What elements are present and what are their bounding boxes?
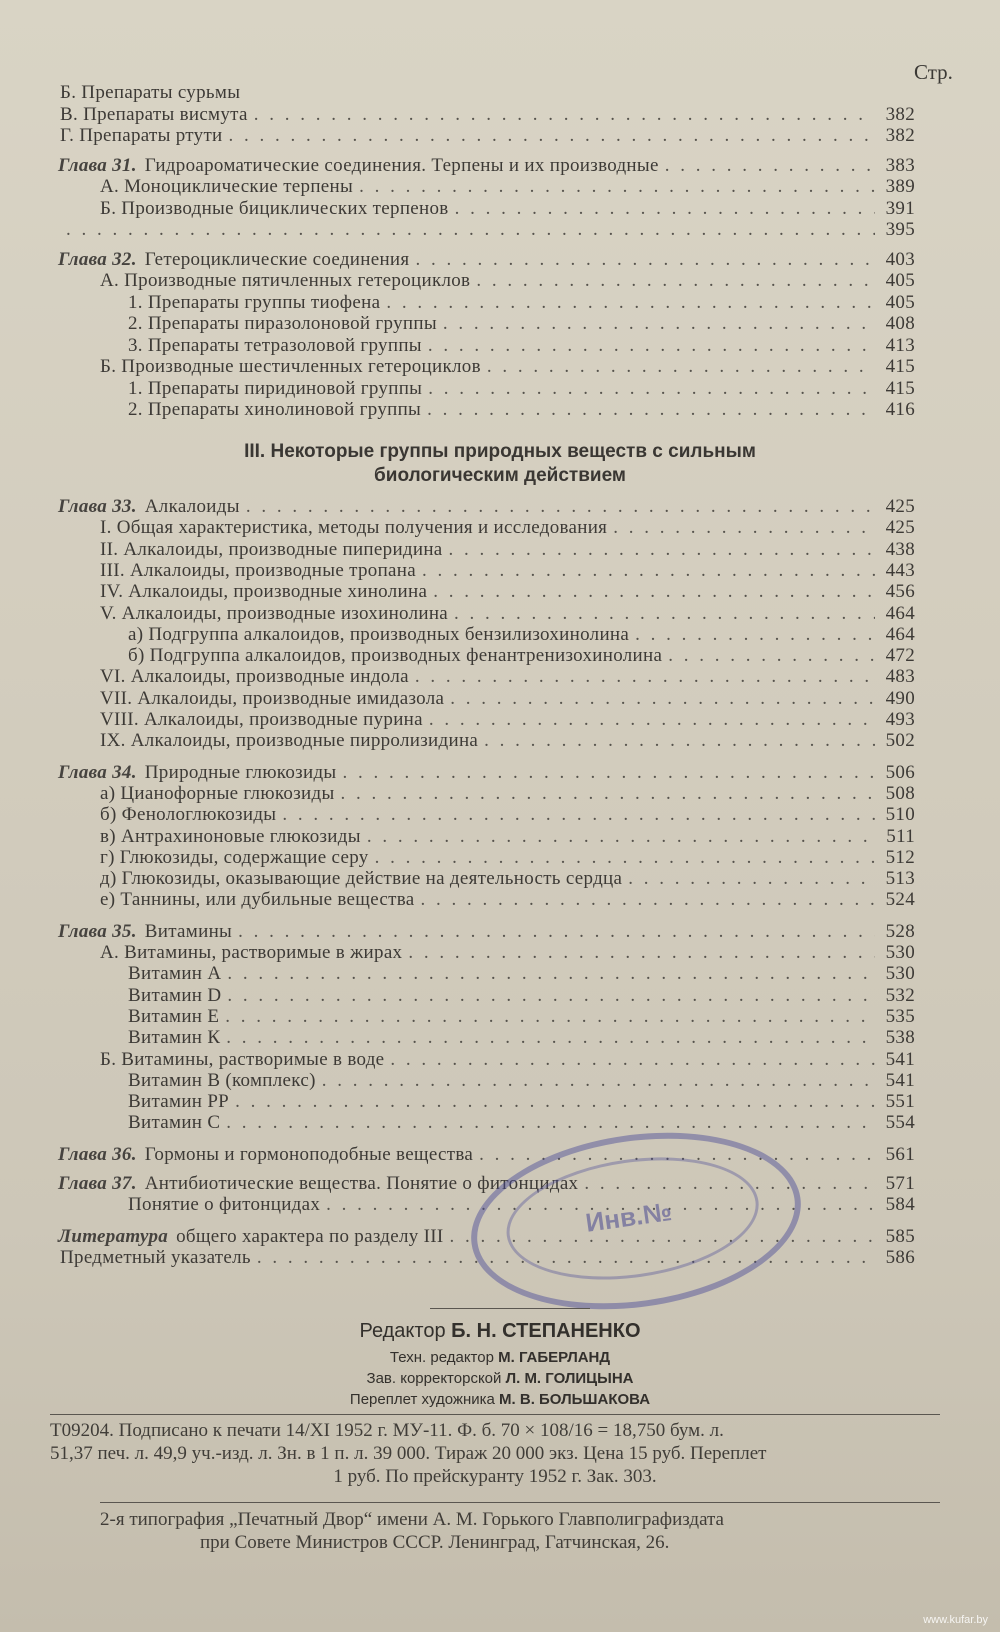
- toc-row: [100, 847, 915, 869]
- section-title-line1: III. Некоторые группы природных веществ с сильным: [244, 441, 756, 462]
- toc-entry-title: Витамин К: [128, 1027, 221, 1049]
- toc-row: [128, 1006, 915, 1028]
- toc-dot-leader: [476, 270, 875, 292]
- toc-entry-title: б) Подгруппа алкалоидов, производных фенантренизохинолина: [128, 645, 663, 667]
- toc-page-number: 415: [885, 356, 915, 377]
- toc-page-number: 584: [885, 1194, 915, 1216]
- toc-entry-title: 1. Препараты пиридиновой группы: [128, 377, 423, 399]
- toc-entry-title: Витамин D: [128, 984, 222, 1006]
- toc-row: [128, 378, 915, 400]
- toc-row: [100, 539, 915, 561]
- tech-editor-name: М. ГАБЕРЛАНД: [498, 1349, 611, 1366]
- toc-entry-title: Понятие о фитонцидах: [128, 1194, 321, 1216]
- toc-page-number: 571: [885, 1173, 915, 1194]
- toc-dot-leader: [375, 847, 875, 869]
- toc-page-number: 551: [885, 1091, 915, 1113]
- toc-row: [128, 1112, 915, 1134]
- rule-top: [50, 1414, 940, 1415]
- tech-editor-line: [0, 1347, 1000, 1368]
- toc-row: [100, 868, 915, 890]
- printing-house-line2: при Совете Министров СССР. Ленинград, Гатчинская, 26.: [200, 1532, 670, 1553]
- toc-page-number: 472: [885, 645, 915, 667]
- toc-entry-title: А. Моноциклические терпены: [100, 176, 354, 197]
- toc-dot-leader: [428, 335, 875, 357]
- separator-line: [430, 1308, 590, 1309]
- toc-row: [100, 942, 915, 964]
- toc-row: [60, 125, 915, 147]
- toc-entry-title: г) Глюкозиды, содержащие серу: [100, 846, 369, 868]
- toc-entry-title: IV. Алкалоиды, производные хинолина: [100, 581, 428, 603]
- toc-page-number: 511: [886, 825, 915, 847]
- toc-dot-leader: [322, 1070, 875, 1092]
- toc-page-number: 538: [885, 1027, 915, 1049]
- toc-dot-leader: [229, 125, 875, 147]
- toc-row: [128, 1070, 915, 1092]
- toc-row: [100, 826, 915, 848]
- toc-page-number: 405: [885, 291, 915, 313]
- toc-dot-leader: [427, 399, 875, 421]
- toc-entry-title: а) Подгруппа алкалоидов, производных бензилизохинолина: [128, 623, 630, 645]
- toc-dot-leader: [227, 963, 875, 985]
- toc-page-number: 532: [885, 984, 915, 1006]
- toc-dot-leader: [665, 155, 875, 177]
- toc-dot-leader: [390, 1049, 875, 1071]
- toc-entry-title: Витамин В (комплекс): [128, 1069, 316, 1091]
- toc-page-number: 395: [885, 219, 915, 240]
- toc-row: [128, 985, 915, 1007]
- toc-page-number: 513: [885, 868, 915, 890]
- toc-dot-leader: [342, 762, 875, 784]
- toc-page-number: 382: [885, 103, 915, 125]
- toc-entry-title: Гормоны и гормоноподобные вещества: [144, 1143, 474, 1165]
- toc-entry-title: а) Цианофорные глюкозиды: [100, 782, 335, 804]
- toc-page-number: 456: [885, 581, 915, 603]
- toc-row: [128, 399, 915, 421]
- toc-row: [100, 603, 915, 625]
- toc-entry-title: 2. Препараты хинолиновой группы: [128, 399, 422, 420]
- toc-entry-title: IX. Алкалоиды, производные пирролизидина: [100, 730, 479, 752]
- toc-row: [100, 709, 915, 731]
- toc-chapter-label: Глава 33.: [58, 496, 137, 517]
- toc-row: [128, 1091, 915, 1113]
- print-info-line3: 1 руб. По прейскуранту 1952 г. Зак. 303.: [333, 1466, 657, 1487]
- toc-entry-title: Витамин А: [128, 963, 222, 985]
- toc-row: [58, 155, 915, 177]
- toc-entry-title: Витамин Е: [128, 1005, 220, 1027]
- toc-row: [58, 921, 915, 943]
- toc-entry-title: Природные глюкозиды: [144, 761, 337, 783]
- toc-page-number: 483: [885, 666, 915, 688]
- toc-page-number: 586: [885, 1246, 915, 1268]
- toc-page-number: 383: [885, 154, 915, 176]
- toc-row: [100, 730, 915, 752]
- toc-entry-title: А. Производные пятичленных гетероциклов: [100, 270, 471, 291]
- editor-label: Редактор: [359, 1320, 446, 1342]
- toc-row: [128, 624, 915, 646]
- toc-page-number: 508: [885, 782, 915, 804]
- printing-house-info: [100, 1508, 920, 1554]
- toc-entry-title: Антибиотические вещества. Понятие о фитонцидах: [144, 1173, 579, 1194]
- toc-row: [128, 313, 915, 335]
- toc-row: [100, 804, 915, 826]
- watermark: www.kufar.by: [923, 1614, 988, 1626]
- editor-line: [0, 1320, 1000, 1343]
- toc-page-number: 541: [885, 1069, 915, 1091]
- toc-row: [58, 249, 915, 271]
- proofreader-name: Л. М. ГОЛИЦЫНА: [505, 1370, 634, 1387]
- rule-bottom: [100, 1502, 940, 1503]
- toc-dot-leader: [386, 292, 875, 314]
- toc-entry-title: 3. Препараты тетразоловой группы: [128, 334, 422, 356]
- toc-entry-title: Алкалоиды: [144, 496, 240, 517]
- toc-row: [100, 356, 915, 378]
- toc-chapter-label: Глава 31.: [58, 154, 137, 176]
- toc-chapter-label: Глава 32.: [58, 248, 137, 270]
- toc-page-number: 438: [885, 538, 915, 560]
- toc-row: [100, 581, 915, 603]
- toc-chapter-label: Глава 34.: [58, 761, 137, 783]
- toc-row: [100, 270, 915, 292]
- toc-dot-leader: [443, 313, 875, 335]
- toc-dot-leader: [225, 1006, 875, 1028]
- toc-entry-title: VI. Алкалоиды, производные индола: [100, 666, 409, 688]
- toc-row: [100, 783, 915, 805]
- toc-dot-leader: [635, 624, 875, 646]
- toc-dot-leader: [415, 666, 875, 688]
- toc-page-number: 535: [885, 1005, 915, 1027]
- print-info-line2: 51,37 печ. л. 49,9 уч.-изд. л. Зн. в 1 п. л. 39 000. Тираж 20 000 экз. Цена 15 руб. Переплет: [50, 1443, 767, 1464]
- toc-dot-leader: [428, 378, 875, 400]
- toc-dot-leader: [421, 889, 875, 911]
- binding-artist-line: [0, 1389, 1000, 1410]
- toc-row: [100, 889, 915, 911]
- toc-row: [60, 219, 915, 241]
- proofreader-line: [0, 1368, 1000, 1389]
- proofreader-label: Зав. корректорской: [366, 1370, 502, 1387]
- toc-page-number: 443: [885, 559, 915, 581]
- toc-page-number: 541: [885, 1048, 915, 1070]
- toc-dot-leader: [455, 198, 875, 220]
- toc-page-number: 425: [885, 496, 915, 517]
- toc-page-number: 524: [885, 889, 915, 911]
- toc-dot-leader: [408, 942, 875, 964]
- section-title: [200, 440, 800, 488]
- toc-row: [128, 335, 915, 357]
- toc-dot-leader: [613, 517, 875, 539]
- toc-page-number: 493: [885, 709, 915, 730]
- toc-page-number: 405: [885, 270, 915, 291]
- toc-entry-title: Гетероциклические соединения: [144, 248, 410, 270]
- toc-entry-title: Витамин РР: [128, 1091, 230, 1113]
- colophon: [0, 1320, 1000, 1410]
- toc-entry-title: VIII. Алкалоиды, производные пурина: [100, 709, 423, 730]
- toc-row: [128, 963, 915, 985]
- toc-chapter-label: Глава 36.: [58, 1143, 137, 1165]
- toc-page-number: 389: [885, 176, 915, 197]
- toc-page-number: 403: [885, 248, 915, 270]
- toc-entry-title: В. Препараты висмута: [60, 103, 248, 125]
- toc-dot-leader: [66, 219, 875, 241]
- toc-row: [128, 645, 915, 667]
- toc-page-number: 408: [885, 313, 915, 334]
- toc-page-number: 425: [885, 517, 915, 539]
- toc-dot-leader: [254, 104, 875, 126]
- toc-entry-title: 2. Препараты пиразолоновой группы: [128, 313, 437, 334]
- toc-dot-leader: [226, 1112, 875, 1134]
- toc-dot-leader: [282, 804, 875, 826]
- toc-dot-leader: [487, 356, 875, 378]
- toc-entry-title: II. Алкалоиды, производные пиперидина: [100, 538, 443, 560]
- toc-row: [58, 496, 915, 518]
- toc-page-number: 528: [885, 920, 915, 942]
- toc-row: [128, 1027, 915, 1049]
- toc-entry-title: Гидроароматические соединения. Терпены и их производные: [144, 154, 659, 176]
- toc-entry-title: Витамины: [144, 920, 233, 942]
- toc-entry-title: III. Алкалоиды, производные тропана: [100, 559, 416, 581]
- toc-row: [60, 82, 915, 104]
- toc-dot-leader: [433, 581, 875, 603]
- toc-row: [60, 104, 915, 126]
- toc-dot-leader: [235, 1091, 875, 1113]
- toc-entry-title: Предметный указатель: [60, 1246, 251, 1268]
- toc-page-number: 464: [885, 602, 915, 624]
- toc-page-number: 585: [885, 1225, 915, 1247]
- toc-chapter-label: Глава 37.: [58, 1173, 137, 1194]
- toc-entry-title: VII. Алкалоиды, производные имидазола: [100, 687, 445, 709]
- toc-row: [100, 198, 915, 220]
- stamp-text: Инв.№: [583, 1196, 674, 1238]
- toc-page-number: 464: [885, 623, 915, 645]
- toc-page-number: 382: [885, 125, 915, 146]
- toc-page-number: 512: [885, 846, 915, 868]
- toc-entry-title: д) Глюкозиды, оказывающие действие на деятельность сердца: [100, 868, 623, 890]
- toc-entry-title: 1. Препараты группы тиофена: [128, 291, 381, 313]
- toc-dot-leader: [226, 1027, 875, 1049]
- print-info-line1: Т09204. Подписано к печати 14/XI 1952 г. МУ-11. Ф. б. 70 × 108/16 = 18,750 бум. л.: [50, 1420, 724, 1441]
- toc-dot-leader: [628, 868, 875, 890]
- toc-page-number: 530: [885, 963, 915, 985]
- page-column-header: Стр.: [914, 60, 953, 84]
- toc-dot-leader: [422, 560, 875, 582]
- tech-editor-label: Техн. редактор: [389, 1349, 494, 1366]
- toc-row: [100, 666, 915, 688]
- toc-page-number: 490: [885, 687, 915, 709]
- toc-dot-leader: [359, 176, 875, 198]
- toc-page-number: 554: [885, 1112, 915, 1134]
- toc-page-number: 506: [885, 761, 915, 783]
- toc-entry-title: Б. Производные бициклических терпенов: [100, 197, 449, 219]
- binding-artist-label: Переплет художника: [349, 1391, 495, 1408]
- toc-dot-leader: [668, 645, 875, 667]
- toc-dot-leader: [367, 826, 875, 848]
- toc-dot-leader: [238, 921, 875, 943]
- toc-entry-title: Б. Препараты сурьмы: [60, 82, 241, 103]
- toc-dot-leader: [341, 783, 875, 805]
- toc-page-number: 502: [885, 730, 915, 752]
- toc-page-number: 415: [885, 377, 915, 399]
- toc-row: [58, 762, 915, 784]
- toc-entry-title: I. Общая характеристика, методы получения и исследования: [100, 517, 608, 539]
- toc-row: [100, 1049, 915, 1071]
- toc-page-number: 530: [885, 942, 915, 963]
- toc-page-number: 561: [885, 1143, 915, 1165]
- toc-row: [128, 292, 915, 314]
- toc-entry-title: Б. Витамины, растворимые в воде: [100, 1048, 385, 1070]
- toc-dot-leader: [454, 603, 875, 625]
- toc-entry-title: в) Антрахиноновые глюкозиды: [100, 825, 361, 847]
- toc-dot-leader: [246, 496, 875, 518]
- toc-entry-title: Витамин С: [128, 1112, 221, 1134]
- toc-dot-leader: [450, 688, 875, 710]
- toc-page-number: 413: [885, 334, 915, 356]
- toc-page-number: 416: [885, 399, 915, 420]
- binding-artist-name: М. В. БОЛЬШАКОВА: [499, 1391, 651, 1408]
- toc-chapter-label: Глава 35.: [58, 920, 137, 942]
- toc-entry-title: б) Фенологлюкозиды: [100, 804, 277, 826]
- toc-entry-title: общего характера по разделу III: [176, 1225, 444, 1247]
- toc-entry-title: V. Алкалоиды, производные изохинолина: [100, 602, 449, 624]
- section-title-line2: биологическим действием: [374, 465, 626, 486]
- toc-dot-leader: [449, 539, 875, 561]
- print-info: [50, 1419, 940, 1488]
- toc-page-number: 510: [885, 804, 915, 826]
- toc-row: [100, 517, 915, 539]
- toc-row: [100, 176, 915, 198]
- toc-row: [100, 688, 915, 710]
- toc-dot-leader: [415, 249, 875, 271]
- editor-name: Б. Н. СТЕПАНЕНКО: [451, 1320, 641, 1342]
- toc-entry-title: Б. Производные шестичленных гетероциклов: [100, 356, 481, 377]
- toc-entry-title: А. Витамины, растворимые в жирах: [100, 942, 403, 963]
- toc-row: [100, 560, 915, 582]
- toc-entry-title: Г. Препараты ртути: [60, 125, 223, 146]
- toc-chapter-label: Литература: [58, 1225, 169, 1247]
- printing-house-line1: 2-я типография „Печатный Двор“ имени А. М. Горького Главполиграфиздата: [100, 1509, 724, 1530]
- toc-dot-leader: [484, 730, 875, 752]
- toc-dot-leader: [429, 709, 875, 731]
- toc-entry-title: е) Таннины, или дубильные вещества: [100, 889, 415, 911]
- toc-row: [58, 1144, 915, 1166]
- toc-page-number: 391: [885, 197, 915, 219]
- toc-dot-leader: [227, 985, 875, 1007]
